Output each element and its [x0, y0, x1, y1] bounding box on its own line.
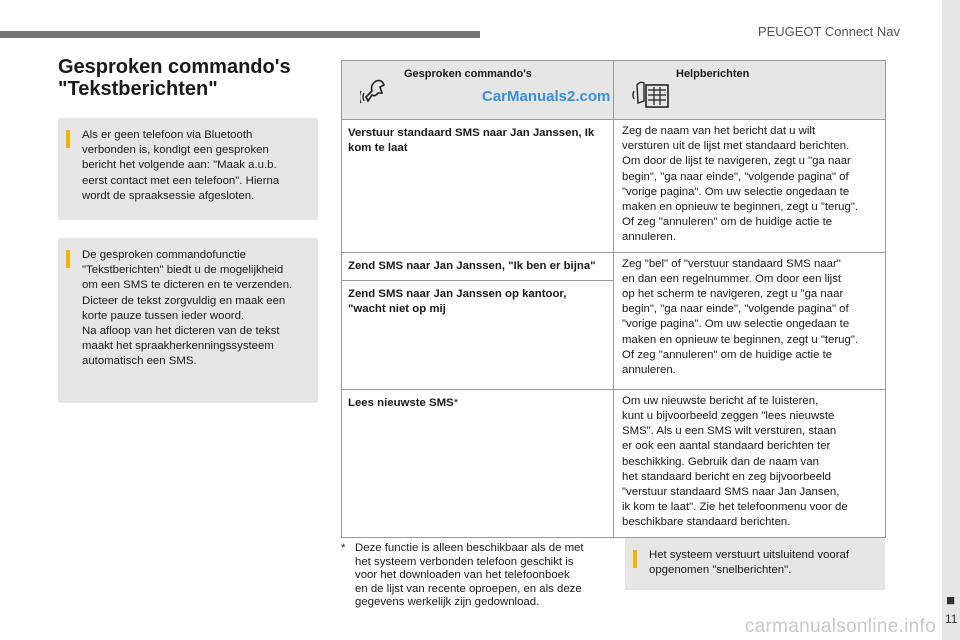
info-note-bluetooth	[58, 118, 318, 220]
footnote-star: *	[341, 542, 346, 554]
help-cell: Zeg de naam van het bericht dat u wilt versturen uit de lijst met standaard berichten. Om door de lijst te navigeren, zegt u "ga naar begin", "ga naar einde", "volgende pagina" of "vorige pagina". Om uw selectie ongedaan te maken en opnieuw te beginnen, zegt u "terug". Of zeg "annuleren" om de huidige actie te annuleren.	[614, 120, 886, 253]
command-text: Lees nieuwste SMS	[348, 396, 454, 409]
table-row	[342, 120, 886, 253]
table-row	[342, 252, 886, 280]
brand-label: PEUGEOT Connect Nav	[757, 24, 900, 39]
footnote-text: Deze functie is alleen beschikbaar als de met het systeem verbonden telefoon geschikt is voor het downloaden van het telefoonboek en de lijst van recente oproepen, en als deze gegevens werkelijk zijn gedownload.	[355, 542, 584, 609]
voice-command-table	[341, 60, 886, 538]
page-number: 11	[945, 612, 958, 626]
help-cell: Om uw nieuwste bericht af te luisteren, kunt u bijvoorbeeld zeggen "lees nieuwste SMS". Als u een SMS wilt versturen, staan er ook een aantal standaard berichten ter beschikking. Gebruik dan de naam van het standaard bericht en zeg bijvoorbeeld "verstuur standaard SMS naar Jan Jansen, ik kom te laat". Zie het telefoonmenu voor de beschikbare standaard berichten.	[614, 389, 886, 537]
info-marker-icon	[66, 250, 70, 268]
command-cell: Zend SMS naar Jan Janssen op kantoor, "wacht niet op mij	[342, 280, 614, 389]
info-note-text: Het systeem verstuurt uitsluitend vooraf opgenomen "snelberichten".	[649, 549, 850, 577]
command-cell: Zend SMS naar Jan Janssen, "Ik ben er bijna"	[342, 252, 614, 280]
side-tab	[942, 0, 960, 640]
table-row	[342, 389, 886, 537]
command-cell: Verstuur standaard SMS naar Jan Janssen, Ik kom te laat	[342, 120, 614, 253]
col-header-help-label: Helpberichten	[676, 68, 750, 80]
watermark-bottom: carmanualsonline.info	[744, 616, 936, 637]
info-note-text: De gesproken commandofunctie "Tekstberichten" biedt u de mogelijkheid om een SMS te dicteren en te verzenden. Dicteer de tekst zorgvuldig en maak een korte pauze tussen ieder woord. Na afloop van het dicteren van de tekst maakt het spraakherkenningssysteem automatisch een SMS.	[82, 249, 293, 368]
footnote	[341, 542, 611, 610]
info-note-dictation	[58, 238, 318, 403]
watermark-top: CarManuals2.com	[482, 88, 611, 105]
page-title: Gesproken commando's "Tekstberichten"	[58, 56, 291, 100]
info-marker-icon	[66, 130, 70, 148]
table-header-row	[342, 61, 886, 120]
info-note-quick-messages	[625, 538, 885, 590]
voice-command-icon	[360, 73, 394, 107]
continue-mark: ■	[946, 592, 956, 609]
info-note-text: Als er geen telefoon via Bluetooth verbonden is, kondigt een gesproken bericht het volgende aan: "Maak a.u.b. eerst contact met een telefoon". Hierna wordt de spraaksessie afgesloten.	[82, 129, 280, 202]
info-marker-icon	[633, 550, 637, 568]
command-cell	[342, 389, 614, 537]
top-rule	[0, 31, 480, 38]
help-cell: Zeg "bel" of "verstuur standaard SMS naar" en dan een regelnummer. Om door een lijst op het scherm te navigeren, zegt u "ga naar begin", "ga naar einde", "volgende pagina" of "vorige pagina". Om uw selectie ongedaan te maken en opnieuw te beginnen, zegt u "terug". Of zeg "annuleren" om de huidige actie te annuleren.	[614, 252, 886, 389]
voice-help-icon	[632, 73, 672, 109]
col-header-commands-label: Gesproken commando's	[404, 68, 532, 80]
col-header-help	[614, 61, 886, 120]
footnote-marker: *	[453, 396, 459, 409]
col-header-commands	[342, 61, 614, 120]
